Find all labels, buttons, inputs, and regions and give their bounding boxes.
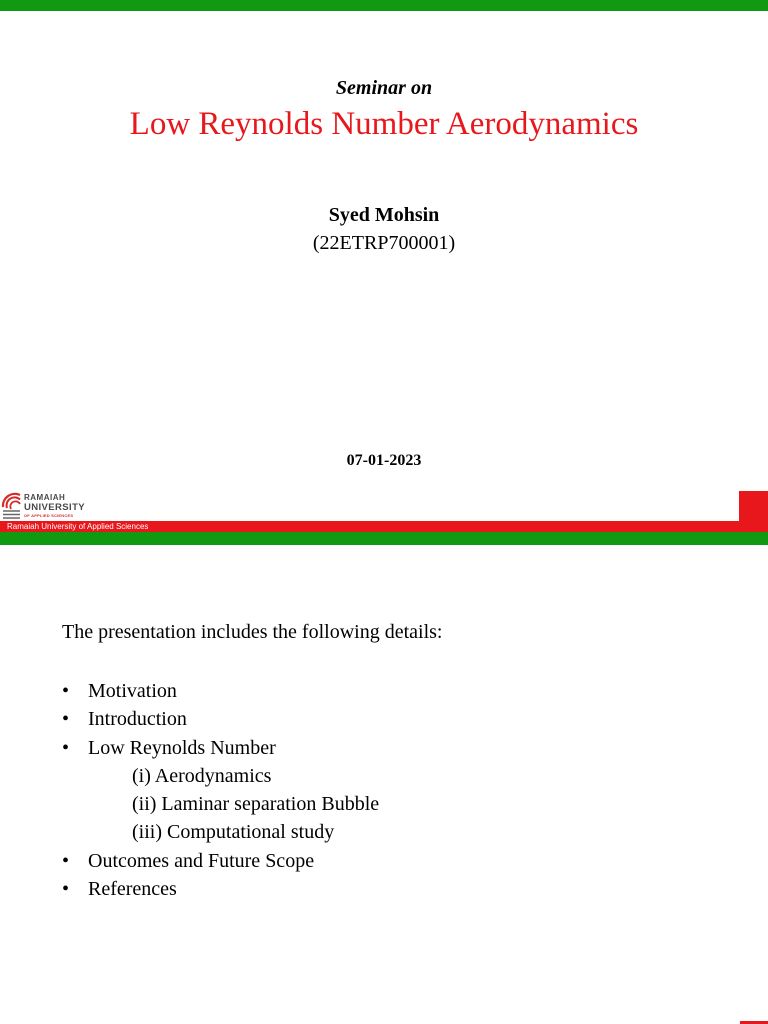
outline-slide (0, 545, 768, 1024)
university-logo (0, 492, 90, 522)
bullet-icon: • (62, 680, 70, 702)
presentation-title: Low Reynolds Number Aerodynamics (129, 106, 639, 142)
outline-item-text: Low Reynolds Number (88, 736, 276, 759)
seminar-label: Seminar on (335, 77, 433, 99)
logo-wordmark (24, 494, 85, 518)
bullet-icon: • (62, 736, 70, 759)
outline-intro: The presentation includes the following details: (62, 621, 443, 643)
outline-item-text: (i) Aerodynamics (132, 764, 272, 787)
bottom-green-bar (0, 532, 768, 545)
red-corner-block (739, 491, 768, 523)
outline-item-text: (iii) Computational study (132, 821, 335, 844)
logo-line-university: UNIVERSITY (24, 502, 86, 513)
outline-item-text: Outcomes and Future Scope (88, 849, 315, 872)
outline-item-text: (ii) Laminar separation Bubble (132, 793, 380, 816)
bullet-icon: • (62, 849, 70, 872)
bullet-icon: • (62, 708, 70, 731)
logo-line-applied-sciences: OF APPLIED SCIENCES (24, 512, 74, 518)
ramaiah-logo-icon (0, 492, 22, 520)
bullet-icon: • (62, 878, 70, 901)
outline-item-text: References (88, 878, 177, 901)
top-green-bar (0, 0, 768, 11)
outline-item-text: Introduction (88, 708, 187, 731)
logo-line-ramaiah: RAMAIAH (24, 493, 66, 502)
presentation-date: 07-01-2023 (346, 452, 422, 469)
footer-institution-text: Ramaiah University of Applied Sciences (7, 522, 149, 531)
author-id: (22ETRP700001) (312, 232, 456, 254)
author-name: Syed Mohsin (328, 204, 440, 226)
outline-item-text: Motivation (88, 680, 177, 702)
